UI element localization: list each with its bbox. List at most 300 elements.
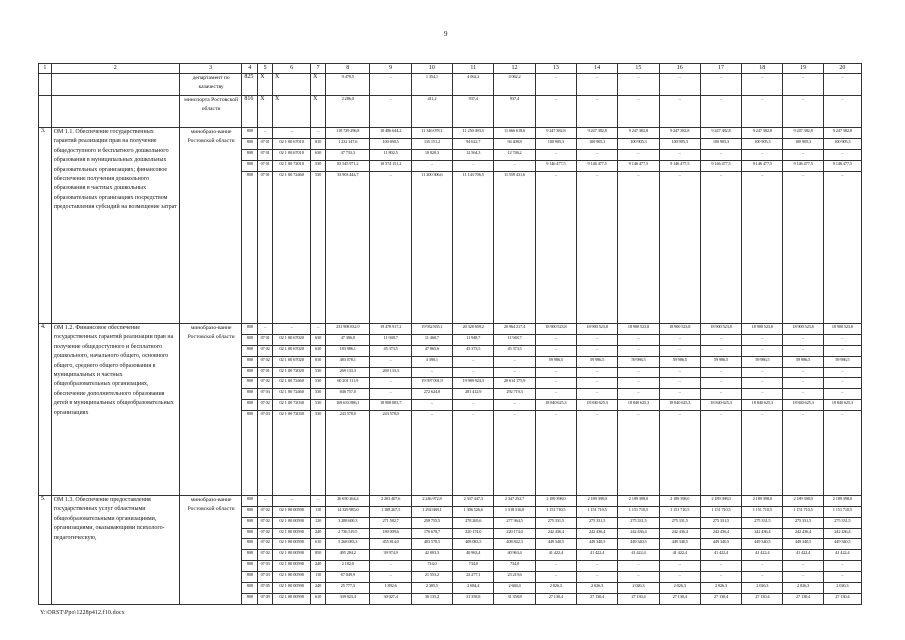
amount-cell: – xyxy=(535,389,576,400)
amount-cell: 11 250 493,5 xyxy=(453,128,494,139)
amount-cell: 411,2 xyxy=(411,96,452,128)
amount-cell: 271 582,7 xyxy=(370,517,411,528)
amount-cell: 18 900 523,8 xyxy=(742,323,783,334)
amount-cell: 27 130,4 xyxy=(823,593,861,604)
amount-cell: 2 189 398,0 xyxy=(700,495,741,506)
rzpr-code-cell: 07 03 xyxy=(258,572,273,583)
amount-cell: 31 358,8 xyxy=(494,593,535,604)
column-number-header: 9 xyxy=(370,64,411,74)
amount-cell: – xyxy=(659,149,700,160)
executor-cell: минобразо-вание Ростовской области xyxy=(179,495,241,604)
amount-cell: – xyxy=(742,149,783,160)
executor-cell: департамент по казачеству xyxy=(179,74,241,96)
amount-cell: 47 865,6 xyxy=(411,345,452,356)
amount-cell: 18 900 523,8 xyxy=(618,323,659,334)
amount-cell: 100 905,3 xyxy=(659,138,700,149)
amount-cell: 59 986,5 xyxy=(618,356,659,367)
amount-cell: 21 553,2 xyxy=(411,572,452,583)
amount-cell: 10 820,3 xyxy=(411,149,452,160)
rzpr-code-cell: 07 02 xyxy=(258,550,273,561)
amount-cell: – xyxy=(700,389,741,400)
amount-cell: – xyxy=(618,367,659,378)
vr-code-cell: 110 xyxy=(311,506,326,517)
amount-cell: – xyxy=(783,171,823,323)
grbs-code-cell: 808 xyxy=(242,400,258,411)
amount-cell: 94 408,8 xyxy=(494,138,535,149)
amount-cell: 18 840 625,3 xyxy=(823,400,861,411)
column-number-header: 13 xyxy=(535,64,576,74)
executor-cell: минобразо-вание Ростовской области xyxy=(179,323,241,495)
csr-code-cell: 02 1 00 67010 xyxy=(273,138,311,149)
grbs-code-cell: 808 xyxy=(242,334,258,345)
amount-cell: 118 729 296,8 xyxy=(326,128,370,139)
amount-cell: – xyxy=(823,561,861,572)
vr-code-cell: 240 xyxy=(311,528,326,539)
amount-cell: 19 989 924,3 xyxy=(453,378,494,389)
amount-cell: 100 905,3 xyxy=(576,138,617,149)
amount-cell: 2 246 972,8 xyxy=(411,495,452,506)
amount-cell: 242 436,4 xyxy=(659,528,700,539)
grbs-code-cell: 808 xyxy=(242,138,258,149)
amount-cell: 403 570,5 xyxy=(411,539,452,550)
amount-cell: – xyxy=(823,96,861,128)
amount-cell: 1 292 688,1 xyxy=(411,506,452,517)
vr-code-cell: 610 xyxy=(311,539,326,550)
amount-cell: – xyxy=(576,572,617,583)
amount-cell: – xyxy=(494,411,535,496)
amount-cell: 449 340,5 xyxy=(742,539,783,550)
rzpr-code-cell: 07 02 xyxy=(258,356,273,367)
amount-cell: – xyxy=(783,74,823,96)
amount-cell: 9 247 382,8 xyxy=(700,128,741,139)
amount-cell: 1 151 710,5 xyxy=(576,506,617,517)
amount-cell: 2 189 398,0 xyxy=(618,495,659,506)
amount-cell: 18 908 883,7 xyxy=(370,400,411,411)
executor-cell: минобразо-вание Ростовской области xyxy=(179,128,241,324)
amount-cell: 269 133,3 xyxy=(370,367,411,378)
amount-cell: 180 009,6 xyxy=(370,528,411,539)
amount-cell: 22 277,1 xyxy=(453,572,494,583)
amount-cell: 59 986,5 xyxy=(535,356,576,367)
amount-cell: – xyxy=(494,400,535,411)
grbs-code-cell: 808 xyxy=(242,367,258,378)
amount-cell: 220 174,0 xyxy=(494,528,535,539)
code-cell: X xyxy=(311,96,326,128)
table-row xyxy=(39,323,862,334)
column-number-header: 4 xyxy=(242,64,258,74)
amount-cell: – xyxy=(823,411,861,496)
amount-cell: 9 146 477,5 xyxy=(576,160,617,171)
vr-code-cell: 530 xyxy=(311,171,326,323)
amount-cell: 2 026,3 xyxy=(783,583,823,594)
amount-cell: – xyxy=(370,378,411,389)
amount-cell: 714,0 xyxy=(411,561,452,572)
amount-cell: 42 003,3 xyxy=(411,550,452,561)
amount-cell: 242 436,4 xyxy=(618,528,659,539)
amount-cell: 94 622,7 xyxy=(453,138,494,149)
amount-cell: 12 564,3 xyxy=(453,149,494,160)
vr-code-cell: 110 xyxy=(311,572,326,583)
amount-cell: 2 347 252,7 xyxy=(494,495,535,506)
amount-cell: 27 130,4 xyxy=(783,593,823,604)
vr-code-cell: – xyxy=(311,128,326,139)
amount-cell: 30 027,4 xyxy=(370,593,411,604)
amount-cell: 18 840 625,3 xyxy=(576,400,617,411)
amount-cell: – xyxy=(700,74,741,96)
section-number: 5. xyxy=(39,495,52,604)
amount-cell: 59 986,5 xyxy=(659,356,700,367)
csr-code-cell: 02 1 00 00590 xyxy=(273,528,311,539)
amount-cell: – xyxy=(823,74,861,96)
rzpr-code-cell: 07 02 xyxy=(258,517,273,528)
amount-cell: 242 436,4 xyxy=(742,528,783,539)
amount-cell: 18 840 625,3 xyxy=(618,400,659,411)
amount-cell: 18 840 625,3 xyxy=(700,400,741,411)
amount-cell: 18 840 625,3 xyxy=(783,400,823,411)
amount-cell: 27 130,4 xyxy=(576,593,617,604)
amount-cell: 275 331,5 xyxy=(659,517,700,528)
grbs-code-cell: 808 xyxy=(242,411,258,496)
column-number-header: 12 xyxy=(494,64,535,74)
grbs-code-cell: 808 xyxy=(242,495,258,506)
amount-cell: – xyxy=(370,96,411,128)
amount-cell: – xyxy=(783,411,823,496)
amount-cell: 41 422,4 xyxy=(576,550,617,561)
amount-cell: 9 478,5 xyxy=(326,74,370,96)
amount-cell: 231 908 832,9 xyxy=(326,323,370,334)
amount-cell: – xyxy=(783,389,823,400)
rzpr-code-cell: 07 03 xyxy=(258,561,273,572)
amount-cell: 1 318 516,8 xyxy=(494,506,535,517)
amount-cell: 25 777,3 xyxy=(326,583,370,594)
amount-cell: – xyxy=(411,411,452,496)
grbs-code-cell: 808 xyxy=(242,528,258,539)
table-row xyxy=(39,495,862,506)
rzpr-code-cell: – xyxy=(258,495,273,506)
amount-cell: – xyxy=(370,171,411,323)
amount-cell: – xyxy=(453,356,494,367)
row-number-cell xyxy=(39,96,52,128)
amount-cell: 408 842,3 xyxy=(494,539,535,550)
grbs-code-cell: 808 xyxy=(242,345,258,356)
amount-cell: – xyxy=(535,74,576,96)
amount-cell: 1 151 710,5 xyxy=(742,506,783,517)
amount-cell: 9 146 477,5 xyxy=(783,160,823,171)
amount-cell: – xyxy=(618,572,659,583)
amount-cell: 734,0 xyxy=(453,561,494,572)
amount-cell: 176 670,7 xyxy=(411,528,452,539)
amount-cell: – xyxy=(742,411,783,496)
amount-cell: – xyxy=(576,389,617,400)
column-number-header: 5 xyxy=(258,64,273,74)
amount-cell: – xyxy=(618,149,659,160)
column-number-header: 15 xyxy=(618,64,659,74)
rzpr-code-cell: 07 01 xyxy=(258,334,273,345)
grbs-code-cell: 808 xyxy=(242,160,258,171)
amount-cell: – xyxy=(742,171,783,323)
amount-cell: 275 331,5 xyxy=(823,517,861,528)
rzpr-code-cell: 07 01 xyxy=(258,160,273,171)
amount-cell: – xyxy=(783,572,823,583)
amount-cell: 135 151,2 xyxy=(411,138,452,149)
csr-code-cell: 02 1 00 00590 xyxy=(273,517,311,528)
amount-cell: 19 597 001,9 xyxy=(411,378,452,389)
amount-cell: 2 026,3 xyxy=(659,583,700,594)
amount-cell: 9 247 382,8 xyxy=(742,128,783,139)
amount-cell: – xyxy=(453,411,494,496)
amount-cell: 100 905,3 xyxy=(700,138,741,149)
amount-cell: 183 986,1 xyxy=(326,345,370,356)
csr-code-cell: – xyxy=(273,128,311,139)
amount-cell: 937,4 xyxy=(494,96,535,128)
section-title: ОМ 1.3. Обеспечение предоставления государственных услуг областными общеобразовательными организациями, организациями, оказывающими психолого-педагогическую, xyxy=(51,495,179,604)
amount-cell: 41 422,4 xyxy=(783,550,823,561)
rzpr-code-cell: 07 02 xyxy=(258,528,273,539)
amount-cell: 20 328 659,2 xyxy=(453,323,494,334)
amount-cell: – xyxy=(576,561,617,572)
amount-cell: – xyxy=(535,149,576,160)
amount-cell: 12 746,2 xyxy=(494,149,535,160)
amount-cell: – xyxy=(742,74,783,96)
amount-cell: 100 690,5 xyxy=(370,138,411,149)
amount-cell: 449 340,5 xyxy=(700,539,741,550)
amount-cell: 11 948,7 xyxy=(494,334,535,345)
amount-cell: 449 340,5 xyxy=(783,539,823,550)
amount-cell: 20 964 217,4 xyxy=(494,323,535,334)
amount-cell: 27 130,4 xyxy=(742,593,783,604)
amount-cell: 10 374 151,2 xyxy=(370,160,411,171)
amount-cell: 45 373,5 xyxy=(370,345,411,356)
amount-cell: 59 986,5 xyxy=(576,356,617,367)
amount-cell: 18 840 625,3 xyxy=(659,400,700,411)
amount-cell: 292 719,3 xyxy=(494,389,535,400)
vr-code-cell: – xyxy=(311,323,326,334)
amount-cell: 2 182,0 xyxy=(326,561,370,572)
amount-cell: 242 436,4 xyxy=(783,528,823,539)
amount-cell: – xyxy=(576,74,617,96)
column-number-header: 2 xyxy=(51,64,179,74)
amount-cell: 455 814,0 xyxy=(370,539,411,550)
amount-cell: – xyxy=(618,411,659,496)
amount-cell: – xyxy=(700,171,741,323)
grbs-code-cell: 808 xyxy=(242,149,258,160)
amount-cell: 1 306 526,6 xyxy=(453,506,494,517)
amount-cell: 11 948,7 xyxy=(453,334,494,345)
amount-cell: – xyxy=(453,400,494,411)
vr-code-cell: 630 xyxy=(311,149,326,160)
amount-cell: – xyxy=(700,345,741,356)
title-cell xyxy=(51,74,179,96)
amount-cell: – xyxy=(659,389,700,400)
rzpr-code-cell: 07 01 xyxy=(258,138,273,149)
amount-cell: – xyxy=(823,378,861,389)
amount-cell: – xyxy=(783,378,823,389)
amount-cell: – xyxy=(494,356,535,367)
amount-cell: 2 189 398,0 xyxy=(576,495,617,506)
amount-cell: – xyxy=(700,411,741,496)
amount-cell: 100 905,3 xyxy=(823,138,861,149)
amount-cell: 1 151 710,5 xyxy=(618,506,659,517)
amount-cell: 242 436,4 xyxy=(823,528,861,539)
amount-cell: 9 146 477,5 xyxy=(742,160,783,171)
amount-cell: – xyxy=(823,171,861,323)
amount-cell: 83 545 971,2 xyxy=(326,160,370,171)
amount-cell: – xyxy=(494,367,535,378)
amount-cell: 100 905,3 xyxy=(618,138,659,149)
amount-cell: 9 247 382,8 xyxy=(618,128,659,139)
rzpr-code-cell: 07 02 xyxy=(258,506,273,517)
rzpr-code-cell: 07 02 xyxy=(258,539,273,550)
amount-cell: – xyxy=(370,356,411,367)
amount-cell: – xyxy=(823,389,861,400)
amount-cell: 9 247 382,8 xyxy=(823,128,861,139)
amount-cell: 275 331,5 xyxy=(618,517,659,528)
csr-code-cell: 02 1 00 67010 xyxy=(273,149,311,160)
vr-code-cell: 530 xyxy=(311,389,326,400)
grbs-code-cell: 808 xyxy=(242,550,258,561)
amount-cell: 40 963,4 xyxy=(453,550,494,561)
column-number-header: 8 xyxy=(326,64,370,74)
vr-code-cell: 610 xyxy=(311,593,326,604)
code-cell: X xyxy=(258,74,273,96)
amount-cell: 3 288 600,3 xyxy=(326,517,370,528)
amount-cell: 30 135,2 xyxy=(411,593,452,604)
amount-cell: – xyxy=(783,345,823,356)
grbs-code-cell: 808 xyxy=(242,517,258,528)
rzpr-code-cell: 07 02 xyxy=(258,400,273,411)
amount-cell: – xyxy=(659,572,700,583)
vr-code-cell: 120 xyxy=(311,517,326,528)
csr-code-cell: – xyxy=(273,495,311,506)
amount-cell: 31 358,8 xyxy=(453,593,494,604)
amount-cell: – xyxy=(618,378,659,389)
vr-code-cell: 240 xyxy=(311,561,326,572)
amount-cell: 2 189 398,0 xyxy=(535,495,576,506)
amount-cell: – xyxy=(535,334,576,345)
column-number-header: 20 xyxy=(823,64,861,74)
rzpr-code-cell: 07 01 xyxy=(258,171,273,323)
grbs-code-cell: 808 xyxy=(242,561,258,572)
column-number-header: 3 xyxy=(179,64,241,74)
amount-cell: – xyxy=(453,160,494,171)
grbs-code-cell: 808 xyxy=(242,539,258,550)
amount-cell: – xyxy=(700,334,741,345)
amount-cell: 27 130,4 xyxy=(659,593,700,604)
amount-cell: 2 026,3 xyxy=(576,583,617,594)
code-cell: X xyxy=(273,96,311,128)
csr-code-cell: 02 1 00 00590 xyxy=(273,593,311,604)
amount-cell: 27 130,4 xyxy=(535,593,576,604)
amount-cell: 275 331,5 xyxy=(783,517,823,528)
amount-cell: – xyxy=(411,400,452,411)
amount-cell: – xyxy=(370,389,411,400)
grbs-code-cell: 808 xyxy=(242,323,258,334)
budget-table xyxy=(38,63,862,605)
amount-cell: 269 133,3 xyxy=(326,367,370,378)
file-path-footer: Y:\ORST\Ppo\1228p412.f10.docx xyxy=(40,610,125,616)
vr-code-cell: 530 xyxy=(311,367,326,378)
amount-cell: 18 900 523,8 xyxy=(659,323,700,334)
amount-cell: 18 900 523,8 xyxy=(576,323,617,334)
amount-cell: 1 892,6 xyxy=(370,583,411,594)
amount-cell: 449 340,5 xyxy=(618,539,659,550)
rzpr-code-cell: – xyxy=(258,323,273,334)
rzpr-code-cell: – xyxy=(258,128,273,139)
amount-cell: 275 331,5 xyxy=(742,517,783,528)
amount-cell: – xyxy=(618,96,659,128)
amount-cell: 11 460,7 xyxy=(411,334,452,345)
amount-cell: 9 146 477,5 xyxy=(700,160,741,171)
amount-cell: 11 559 431,6 xyxy=(494,171,535,323)
amount-cell: 39 974,9 xyxy=(370,550,411,561)
amount-cell: 243 578,0 xyxy=(326,411,370,496)
column-number-header: 10 xyxy=(411,64,452,74)
csr-code-cell: 02 1 00 67020 xyxy=(273,334,311,345)
amount-cell: 47 733,3 xyxy=(326,149,370,160)
vr-code-cell: 530 xyxy=(311,411,326,496)
rzpr-code-cell: 07 03 xyxy=(258,411,273,496)
amount-cell: 11 802,5 xyxy=(370,149,411,160)
amount-cell: 169 633 886,1 xyxy=(326,400,370,411)
amount-cell: 277 364,5 xyxy=(494,517,535,528)
csr-code-cell: 02 1 00 00590 xyxy=(273,506,311,517)
csr-code-cell: 02 1 00 00590 xyxy=(273,572,311,583)
amount-cell: – xyxy=(659,345,700,356)
amount-cell: 2 026,3 xyxy=(618,583,659,594)
amount-cell: – xyxy=(576,367,617,378)
amount-cell: 5 268 083,3 xyxy=(326,539,370,550)
amount-cell: 67 049,9 xyxy=(326,572,370,583)
section-number: 3. xyxy=(39,128,52,324)
executor-cell: минспорта Ростовской области xyxy=(179,96,241,128)
csr-code-cell: 02 1 00 00590 xyxy=(273,561,311,572)
column-number-header: 19 xyxy=(783,64,823,74)
amount-cell: 100 905,3 xyxy=(742,138,783,149)
amount-cell: – xyxy=(618,561,659,572)
amount-cell: – xyxy=(700,378,741,389)
csr-code-cell: 02 1 00 00590 xyxy=(273,539,311,550)
column-number-header: 6 xyxy=(273,64,311,74)
amount-cell: 339 923,4 xyxy=(326,593,370,604)
amount-cell: 10 486 644,2 xyxy=(370,128,411,139)
amount-cell: – xyxy=(618,334,659,345)
rzpr-code-cell: 07 02 xyxy=(258,378,273,389)
amount-cell: 14 329 985,0 xyxy=(326,506,370,517)
column-number-header: 14 xyxy=(576,64,617,74)
rzpr-code-cell: 07 01 xyxy=(258,367,273,378)
amount-cell: 59 986,5 xyxy=(783,356,823,367)
amount-cell: – xyxy=(535,378,576,389)
amount-cell: – xyxy=(659,74,700,96)
amount-cell: 45 373,5 xyxy=(494,345,535,356)
amount-cell: 59 986,5 xyxy=(823,356,861,367)
section-title: ОМ 1.2. Финансовое обеспечение государственных гарантий реализации прав на получение общедоступного и бесплатного дошкольного, начального общего, основного общего, среднего общего образования в муниципальных и частных общеобразовательных организациях, обеспечение дополнительного образования детей в муниципальных общеобразовательных организациях xyxy=(51,323,179,495)
csr-code-cell: 02 1 00 00590 xyxy=(273,550,311,561)
amount-cell: 45 373,5 xyxy=(453,345,494,356)
csr-code-cell: – xyxy=(273,323,311,334)
amount-cell: 100 905,3 xyxy=(535,138,576,149)
column-number-header: 17 xyxy=(700,64,741,74)
amount-cell: – xyxy=(659,378,700,389)
amount-cell: 258 755,5 xyxy=(411,517,452,528)
amount-cell: – xyxy=(659,367,700,378)
amount-cell: – xyxy=(576,149,617,160)
amount-cell: 60 201 111,9 xyxy=(326,378,370,389)
amount-cell: 1 151 710,5 xyxy=(823,506,861,517)
amount-cell: – xyxy=(576,171,617,323)
amount-cell: – xyxy=(370,561,411,572)
amount-cell: – xyxy=(700,149,741,160)
